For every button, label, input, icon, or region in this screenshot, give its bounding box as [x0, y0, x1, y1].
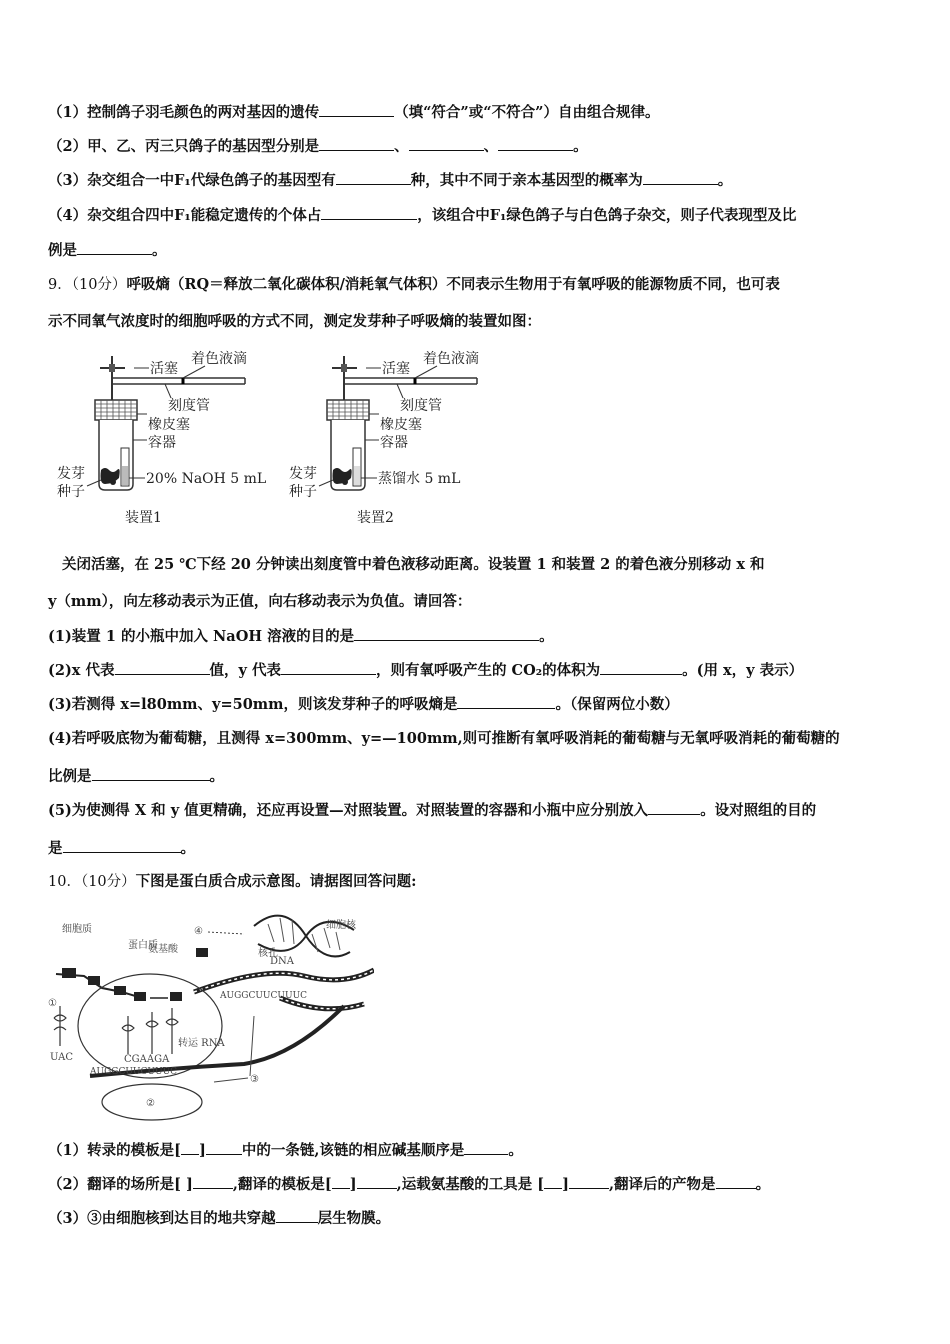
q9-sub5-cont: 是 。 — [48, 840, 195, 857]
anticodon-label: CGAAGA — [124, 1054, 170, 1065]
mrna-sequence-nucleus: AUGGCUUCUUUC — [220, 991, 308, 1001]
pore-label: 核孔 — [258, 948, 278, 959]
answer-blank[interactable] — [206, 1140, 242, 1155]
marker-3: ③ — [250, 1074, 259, 1085]
uac-label: UAC — [50, 1052, 73, 1063]
apparatus-2-label: 装置2 — [357, 510, 394, 526]
q10-sub1: （1）转录的模板是[ ] 中的一条链,该链的相应碱基顺序是 。 — [48, 1142, 523, 1159]
droplet-label: 着色液滴 — [423, 351, 479, 367]
q8-line2: （2）甲、乙、丙三只鸽子的基因型分别是 、 、 。 — [48, 138, 588, 155]
q10-sub2: （2）翻译的场所是[ ] ,翻译的模板是[ ] ,运载氨基酸的工具是 [ ] ,翻译后的产物是 。 — [48, 1176, 771, 1193]
answer-blank[interactable] — [115, 660, 210, 675]
seed-label-2: 种子 — [289, 484, 317, 500]
q9-para1: 关闭活塞，在 25 ℃下经 20 分钟读出刻度管中着色液移动距离。设装置 1 和装置 2 的着色液分别移动 x 和 — [62, 556, 765, 573]
respirometer-figure — [55, 344, 485, 530]
seed-label-1: 发芽 — [289, 466, 317, 482]
q8-line4: （4）杂交组合四中F₁能稳定遗传的个体占 ，该组合中F₁绿色鸽子与白色鸽子杂交，则子代表现型及比 — [48, 207, 797, 224]
stopcock-label: 活塞 — [382, 361, 410, 377]
answer-blank[interactable] — [354, 626, 539, 641]
answer-blank[interactable] — [319, 102, 394, 117]
answer-blank[interactable] — [544, 1174, 562, 1189]
answer-blank[interactable] — [648, 800, 700, 815]
apparatus-2 — [289, 350, 479, 526]
droplet-label: 着色液滴 — [191, 351, 247, 367]
marker-2: ② — [146, 1098, 155, 1109]
q9-sub4-cont: 比例是 。 — [48, 768, 224, 785]
q9-sub2: (2)x 代表 值，y 代表 ，则有氧呼吸产生的 CO₂的体积为 。(用 x，y 表示） — [48, 662, 804, 679]
cytoplasm-label: 细胞质 — [62, 924, 92, 935]
protein-label: 蛋白质 — [128, 940, 158, 951]
q9-sub3: (3)若测得 x=l80mm、y=50mm，则该发芽种子的呼吸熵是 。（保留两位小数） — [48, 696, 679, 713]
answer-blank[interactable] — [498, 136, 573, 151]
q10-header: 10．（10分）下图是蛋白质合成示意图。请据图回答问题: — [48, 873, 417, 890]
stopper-label: 橡皮塞 — [380, 417, 422, 433]
container-label: 容器 — [148, 435, 176, 451]
container-label: 容器 — [380, 435, 408, 451]
answer-blank[interactable] — [464, 1140, 508, 1155]
amino-acid-label: 氨基酸 — [148, 944, 178, 955]
q9-para2: y（mm），向左移动表示为正值，向右移动表示为负值。请回答： — [48, 593, 472, 610]
q9-sub1: (1)装置 1 的小瓶中加入 NaOH 溶液的目的是 。 — [48, 628, 554, 645]
nucleus-label: 细胞核 — [326, 920, 356, 931]
tube-label: 刻度管 — [168, 398, 210, 414]
q9-sub5: (5)为使测得 X 和 y 值更精确，还应再设置—对照装置。对照装置的容器和小瓶中应分别放入 。设对照组的目的 — [48, 802, 817, 819]
answer-blank[interactable] — [332, 1174, 350, 1189]
q8-line1: （1）控制鸽子羽毛颜色的两对基因的遗传 （填“符合”或“不符合”）自由组合规律。 — [48, 104, 660, 121]
apparatus-1 — [57, 350, 266, 526]
answer-blank[interactable] — [409, 136, 484, 151]
answer-blank[interactable] — [63, 838, 181, 853]
seed-label-2: 种子 — [57, 484, 85, 500]
answer-blank[interactable] — [569, 1174, 609, 1189]
answer-blank[interactable] — [643, 170, 718, 185]
q9-line2: 示不同氧气浓度时的细胞呼吸的方式不同，测定发芽种子呼吸熵的装置如图： — [48, 313, 541, 330]
answer-blank[interactable] — [276, 1208, 318, 1223]
q8-line3: （3）杂交组合一中F₁代绿色鸽子的基因型有 种，其中不同于亲本基因型的概率为 。 — [48, 172, 733, 189]
q9-sub4: (4)若呼吸底物为葡萄糖，且测得 x=300mm、y=—100mm,则可推断有氧呼吸消耗的葡萄糖与无氧呼吸消耗的葡萄糖的 — [48, 730, 840, 747]
marker-1: ① — [48, 998, 57, 1009]
stopcock-label: 活塞 — [150, 361, 178, 377]
answer-blank[interactable] — [321, 205, 417, 220]
naoh-label: 20% NaOH 5 mL — [146, 471, 267, 487]
answer-blank[interactable] — [357, 1174, 397, 1189]
water-label: 蒸馏水 5 mL — [378, 471, 461, 487]
answer-blank[interactable] — [181, 1140, 199, 1155]
answer-blank[interactable] — [336, 170, 411, 185]
seed-label-1: 发芽 — [57, 466, 85, 482]
q10-sub3: （3）③由细胞核到达目的地共穿越 层生物膜。 — [48, 1210, 391, 1227]
q8-line5: 例是 。 — [48, 242, 167, 259]
dna-label: DNA — [270, 956, 294, 967]
tube-label: 刻度管 — [400, 398, 442, 414]
answer-blank[interactable] — [600, 660, 682, 675]
marker-4: ④ — [194, 926, 203, 937]
protein-synthesis-figure — [44, 906, 374, 1124]
answer-blank[interactable] — [457, 694, 555, 709]
trna-label: 转运 RNA — [178, 1038, 225, 1049]
mrna-sequence: AUGGCUUCUUUC — [90, 1067, 178, 1077]
answer-blank[interactable] — [716, 1174, 756, 1189]
stopper-label: 橡皮塞 — [148, 417, 190, 433]
q9-line1: 9．（10分）呼吸熵（RQ＝释放二氧化碳体积/消耗氧气体积）不同表示生物用于有氧呼吸的能源物质不同，也可表 — [48, 276, 780, 293]
answer-blank[interactable] — [193, 1174, 233, 1189]
answer-blank[interactable] — [92, 766, 210, 781]
answer-blank[interactable] — [319, 136, 394, 151]
apparatus-1-label: 装置1 — [125, 510, 162, 526]
answer-blank[interactable] — [77, 240, 152, 255]
answer-blank[interactable] — [281, 660, 376, 675]
